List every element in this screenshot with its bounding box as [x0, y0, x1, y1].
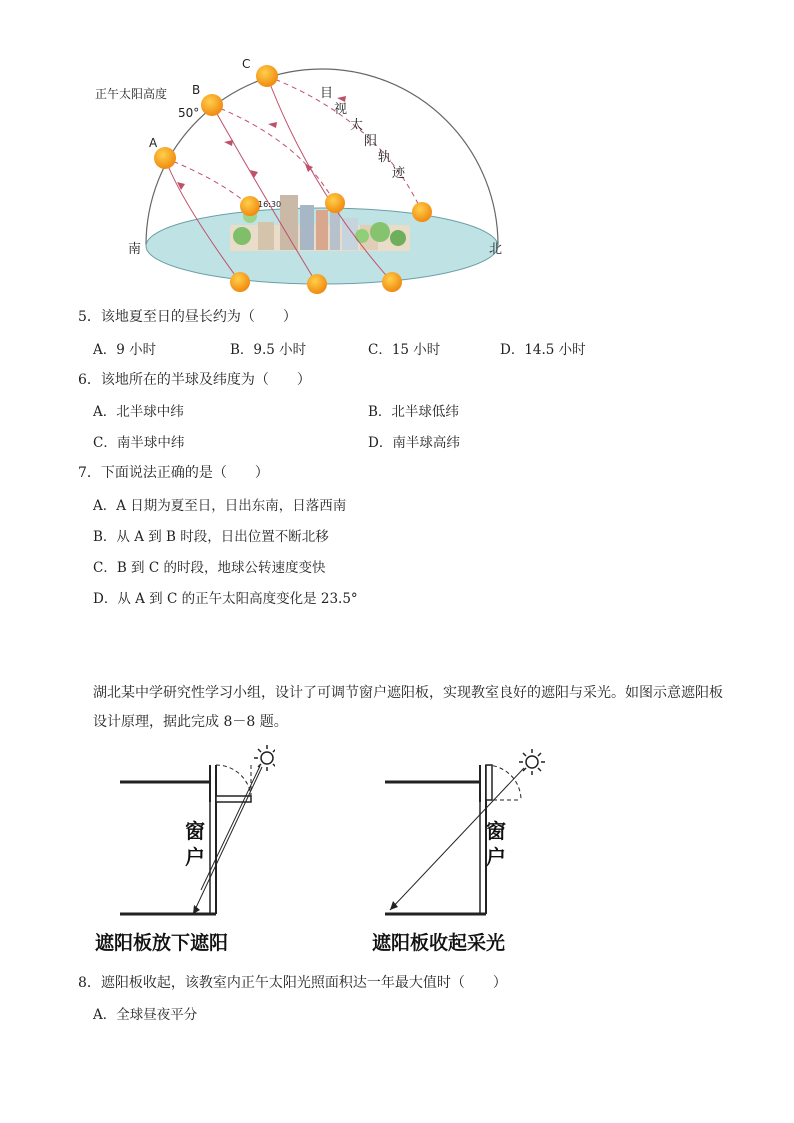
question-6-number: 6． [78, 372, 101, 388]
label-track-1: 目 [320, 86, 334, 101]
sun-a [154, 147, 176, 169]
sun-icon [519, 749, 545, 775]
window-char-1-right: 窗 [486, 819, 506, 843]
label-noon-height: 正午太阳高度 [95, 87, 168, 101]
label-north: 北 [489, 242, 503, 257]
q6-option-c[interactable]: C．南半球中纬 [93, 435, 185, 451]
question-7 [78, 462, 269, 482]
q7-option-c[interactable]: C．B 到 C 的时段，地球公转速度变快 [93, 560, 326, 576]
q5-option-b[interactable]: B．9.5 小时 [230, 342, 307, 358]
question-6-text: 该地所在的半球及纬度为（ ） [100, 372, 311, 388]
sun-path-figure [80, 40, 520, 300]
intro-line-1: 湖北某中学研究性学习小组，设计了可调节窗户遮阳板，实现教室良好的遮阳与采光。如图示意遮阳板 [93, 685, 723, 701]
q6-option-d[interactable]: D．南半球高纬 [368, 435, 460, 451]
label-track-5: 轨 [378, 150, 392, 165]
label-angle: 50° [178, 106, 200, 120]
question-5-text: 该地夏至日的昼长约为（ ） [100, 309, 297, 325]
question-5 [78, 306, 297, 326]
q7-option-b[interactable]: B．从 A 到 B 时段，日出位置不断北移 [93, 529, 329, 545]
sun-a-rise [230, 272, 250, 292]
label-track-3: 太 [350, 118, 364, 133]
question-8 [78, 972, 507, 992]
shade-board-figure-left [115, 740, 275, 930]
q5-option-d[interactable]: D．14.5 小时 [500, 342, 586, 358]
question-7-number: 7． [78, 465, 101, 481]
question-7-text: 下面说法正确的是（ ） [100, 465, 269, 481]
shade-board-figure-right [380, 740, 550, 930]
sun-a-set [240, 196, 260, 216]
intro-line-2: 设计原理，据此完成 8－8 题。 [93, 714, 288, 730]
shade-up-diagram [380, 740, 550, 930]
label-track-2: 视 [334, 102, 348, 117]
sun-b-rise [307, 274, 327, 294]
sun-c-rise [382, 272, 402, 292]
q6-option-b[interactable]: B．北半球低纬 [368, 404, 459, 420]
question-8-text: 遮阳板收起，该教室内正午太阳光照面积达一年最大值时（ ） [100, 975, 507, 991]
q6-option-a[interactable]: A．北半球中纬 [93, 404, 184, 420]
question-5-number: 5． [78, 309, 101, 325]
q8-option-a[interactable]: A．全球昼夜平分 [93, 1007, 198, 1023]
sun-icon [254, 745, 275, 771]
window-char-2-right: 户 [486, 845, 506, 869]
label-b: B [192, 83, 201, 97]
question-6 [78, 369, 311, 389]
path-b-set [212, 105, 335, 203]
label-a: A [149, 136, 158, 150]
label-track-6: 迹 [392, 166, 406, 181]
label-time: 16:30 [258, 200, 282, 209]
label-south: 南 [128, 242, 142, 257]
sun-c [256, 65, 278, 87]
q7-option-a[interactable]: A．A 日期为夏至日，日出东南，日落西南 [93, 498, 347, 514]
caption-shade-up: 遮阳板收起采光 [372, 932, 506, 954]
window-char-1-left: 窗 [185, 819, 205, 843]
sun-b [201, 94, 223, 116]
window-char-2-left: 户 [185, 845, 205, 869]
label-c: C [242, 57, 251, 71]
sun-b-set [325, 193, 345, 213]
shade-down-diagram [115, 740, 275, 930]
path-a-set [165, 158, 250, 206]
label-track-4: 阳 [364, 134, 378, 149]
question-8-number: 8． [78, 975, 101, 991]
sun-c-set [412, 202, 432, 222]
sun-path-diagram [80, 40, 520, 300]
caption-shade-down: 遮阳板放下遮阳 [95, 932, 229, 954]
q5-option-c[interactable]: C．15 小时 [368, 342, 441, 358]
q7-option-d[interactable]: D．从 A 到 C 的正午太阳高度变化是 23.5° [93, 591, 358, 607]
q5-option-a[interactable]: A．9 小时 [93, 342, 157, 358]
